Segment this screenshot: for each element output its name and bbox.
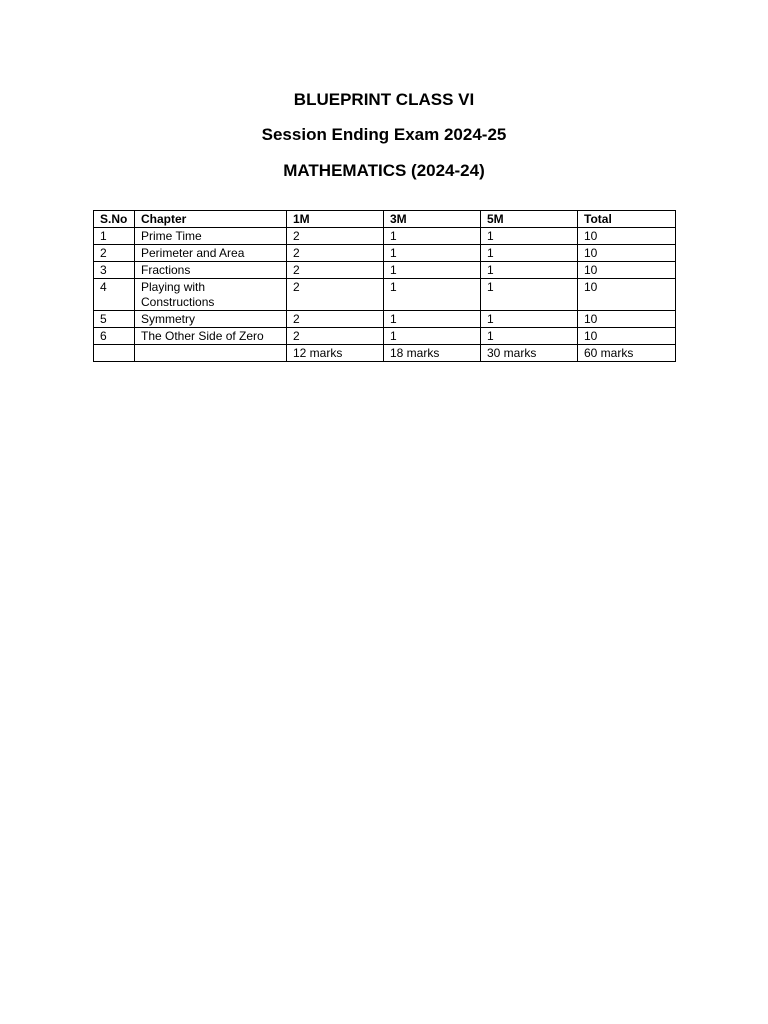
cell-chapter: Fractions: [135, 262, 287, 279]
cell-3m: 1: [384, 245, 481, 262]
cell-5m: 1: [481, 311, 578, 328]
cell-chapter: Playing with Constructions: [135, 279, 287, 311]
total-5m: 30 marks: [481, 345, 578, 362]
cell-3m: 1: [384, 279, 481, 311]
cell-5m: 1: [481, 328, 578, 345]
cell-chapter: Prime Time: [135, 228, 287, 245]
cell-chapter: Perimeter and Area: [135, 245, 287, 262]
cell-3m: 1: [384, 262, 481, 279]
cell-1m: 2: [287, 245, 384, 262]
header-5m: 5M: [481, 211, 578, 228]
cell-sno: 6: [94, 328, 135, 345]
cell-chapter: Symmetry: [135, 311, 287, 328]
cell-1m: 2: [287, 262, 384, 279]
cell-3m: 1: [384, 228, 481, 245]
cell-5m: 1: [481, 262, 578, 279]
cell-1m: 2: [287, 228, 384, 245]
cell-chapter: [135, 345, 287, 362]
cell-sno: 3: [94, 262, 135, 279]
header-3m: 3M: [384, 211, 481, 228]
cell-3m: 1: [384, 328, 481, 345]
table-row: [94, 245, 676, 262]
cell-sno: 4: [94, 279, 135, 311]
total-grand: 60 marks: [578, 345, 676, 362]
table-row: [94, 228, 676, 245]
header-1m: 1M: [287, 211, 384, 228]
cell-sno: 5: [94, 311, 135, 328]
table-row: [94, 262, 676, 279]
cell-total: 10: [578, 279, 676, 311]
header-chapter: Chapter: [135, 211, 287, 228]
cell-1m: 2: [287, 279, 384, 311]
cell-3m: 1: [384, 311, 481, 328]
document-subject: MATHEMATICS (2024-24): [283, 161, 485, 180]
cell-1m: 2: [287, 328, 384, 345]
cell-5m: 1: [481, 228, 578, 245]
total-1m: 12 marks: [287, 345, 384, 362]
header-sno: S.No: [94, 211, 135, 228]
cell-sno: 2: [94, 245, 135, 262]
cell-sno: [94, 345, 135, 362]
cell-total: 10: [578, 262, 676, 279]
cell-total: 10: [578, 311, 676, 328]
header-total: Total: [578, 211, 676, 228]
cell-total: 10: [578, 228, 676, 245]
table-totals-row: [94, 345, 676, 362]
table-row: [94, 279, 676, 311]
cell-total: 10: [578, 328, 676, 345]
cell-chapter: The Other Side of Zero: [135, 328, 287, 345]
document-title: BLUEPRINT CLASS VI: [293, 90, 475, 109]
table-header-row: [94, 211, 676, 228]
cell-sno: 1: [94, 228, 135, 245]
total-3m: 18 marks: [384, 345, 481, 362]
table-row: [94, 328, 676, 345]
document-subtitle: Session Ending Exam 2024-25: [261, 125, 507, 144]
cell-5m: 1: [481, 279, 578, 311]
blueprint-table: [93, 210, 676, 362]
cell-total: 10: [578, 245, 676, 262]
table-row: [94, 311, 676, 328]
cell-1m: 2: [287, 311, 384, 328]
cell-5m: 1: [481, 245, 578, 262]
